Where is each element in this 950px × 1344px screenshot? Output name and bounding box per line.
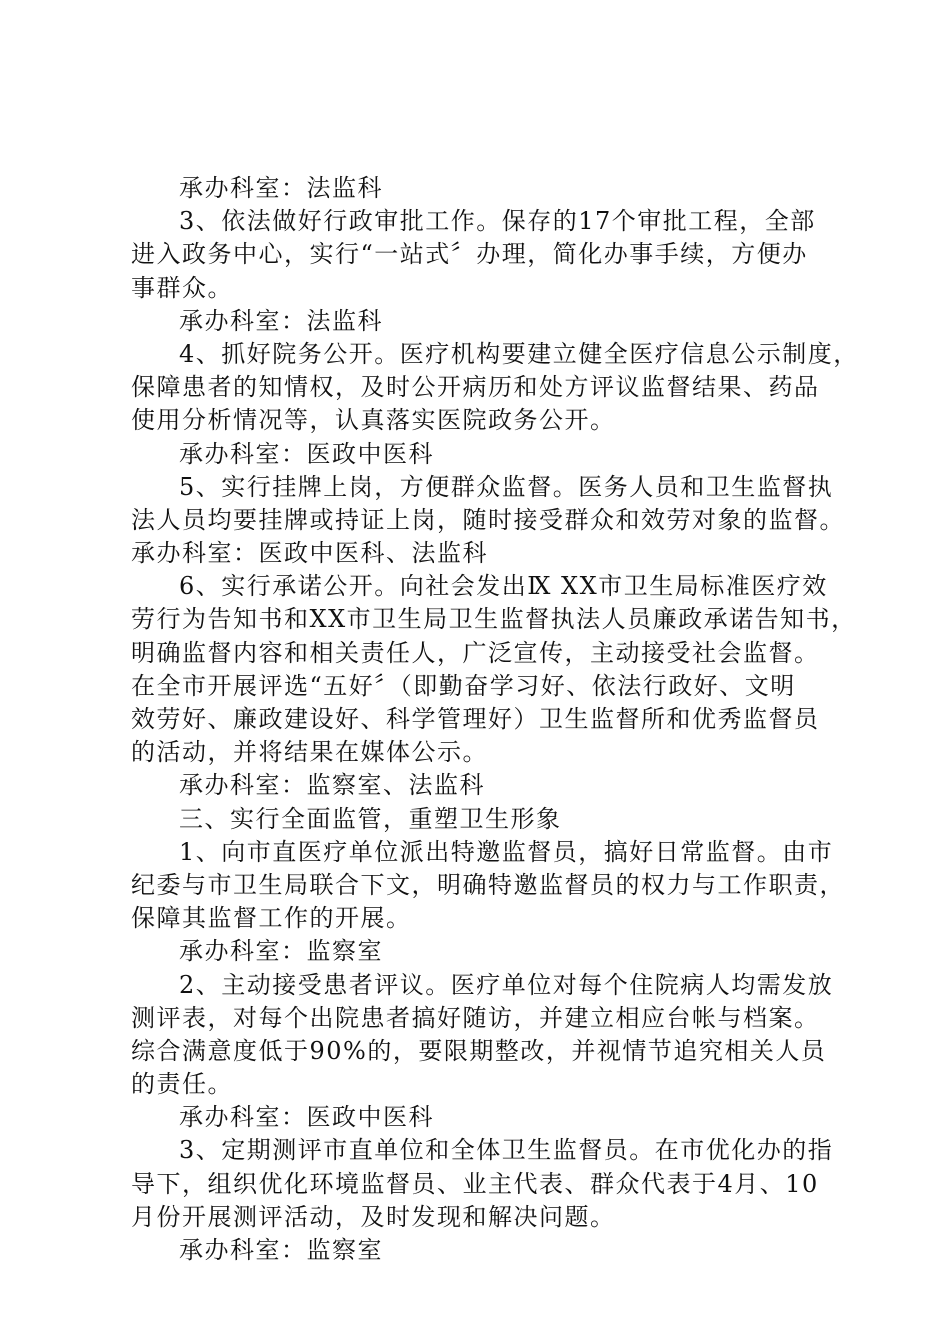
- text-line: 1、向市直医疗单位派出特邀监督员，搞好日常监督。由市: [179, 837, 834, 866]
- text-line: 综合满意度低于90%的，要限期整改，并视情节追究相关人员: [131, 1036, 827, 1065]
- text-line: 5、实行挂牌上岗，方便群众监督。医务人员和卫生监督执: [179, 472, 834, 501]
- text-line: 的责任。: [131, 1070, 233, 1099]
- text-line: 保障其监督工作的开展。: [131, 904, 412, 933]
- text-line: 法人员均要挂牌或持证上岗，随时接受群众和效劳对象的监督。: [131, 505, 845, 534]
- text-line: 4、抓好院务公开。医疗机构要建立健全医疗信息公示制度，: [179, 339, 859, 368]
- text-line: 承办科室：医政中医科: [179, 439, 434, 468]
- text-line: 使用分析情况等，认真落实医院政务公开。: [131, 406, 616, 435]
- text-line: 劳行为告知书和XX市卫生局卫生监督执法人员廉政承诺告知书，: [131, 605, 857, 634]
- text-line: 承办科室：法监科: [179, 306, 383, 335]
- text-line: 承办科室：医政中医科: [179, 1103, 434, 1132]
- text-line: 承办科室：监察室、法监科: [179, 771, 485, 800]
- text-line: 3、定期测评市直单位和全体卫生监督员。在市优化办的指: [179, 1136, 834, 1165]
- text-line: 在全市开展评选“五好〞（即勤奋学习好、依法行政好、文明: [131, 671, 796, 700]
- text-line: 3、依法做好行政审批工作。保存的17个审批工程，全部: [179, 207, 816, 236]
- text-line: 承办科室：法监科: [179, 174, 383, 202]
- text-line: 三、实行全面监管，重塑卫生形象: [179, 804, 562, 833]
- text-line: 导下，组织优化环境监督员、业主代表、群众代表于4月、10: [131, 1169, 819, 1198]
- text-line: 事群众。: [131, 273, 233, 302]
- text-line: 的活动，并将结果在媒体公示。: [131, 738, 488, 767]
- text-line: 承办科室：监察室: [179, 937, 383, 966]
- text-line: 测评表，对每个出院患者搞好随访，并建立相应台帐与档案。: [131, 1003, 820, 1032]
- text-line: 保障患者的知情权，及时公开病历和处方评议监督结果、药品: [131, 373, 820, 402]
- text-line: 进入政务中心，实行“一站式〞办理，简化办事手续，方便办: [131, 240, 808, 269]
- text-line: 纪委与市卫生局联合下文，明确特邀监督员的权力与工作职责，: [131, 870, 845, 899]
- text-line: 承办科室：医政中医科、法监科: [131, 539, 488, 568]
- document-body: [131, 172, 859, 1267]
- text-line: 效劳好、廉政建设好、科学管理好）卫生监督所和优秀监督员: [131, 705, 820, 733]
- text-line: 2、主动接受患者评议。医疗单位对每个住院病人均需发放: [179, 970, 834, 999]
- text-line: 月份开展测评活动，及时发现和解决问题。: [131, 1202, 616, 1231]
- text-line: 明确监督内容和相关责任人，广泛宣传，主动接受社会监督。: [131, 638, 820, 667]
- text-line: 承办科室：监察室: [179, 1236, 383, 1264]
- text-line: 6、实行承诺公开。向社会发出Ⅸ XX市卫生局标准医疗效: [179, 572, 828, 601]
